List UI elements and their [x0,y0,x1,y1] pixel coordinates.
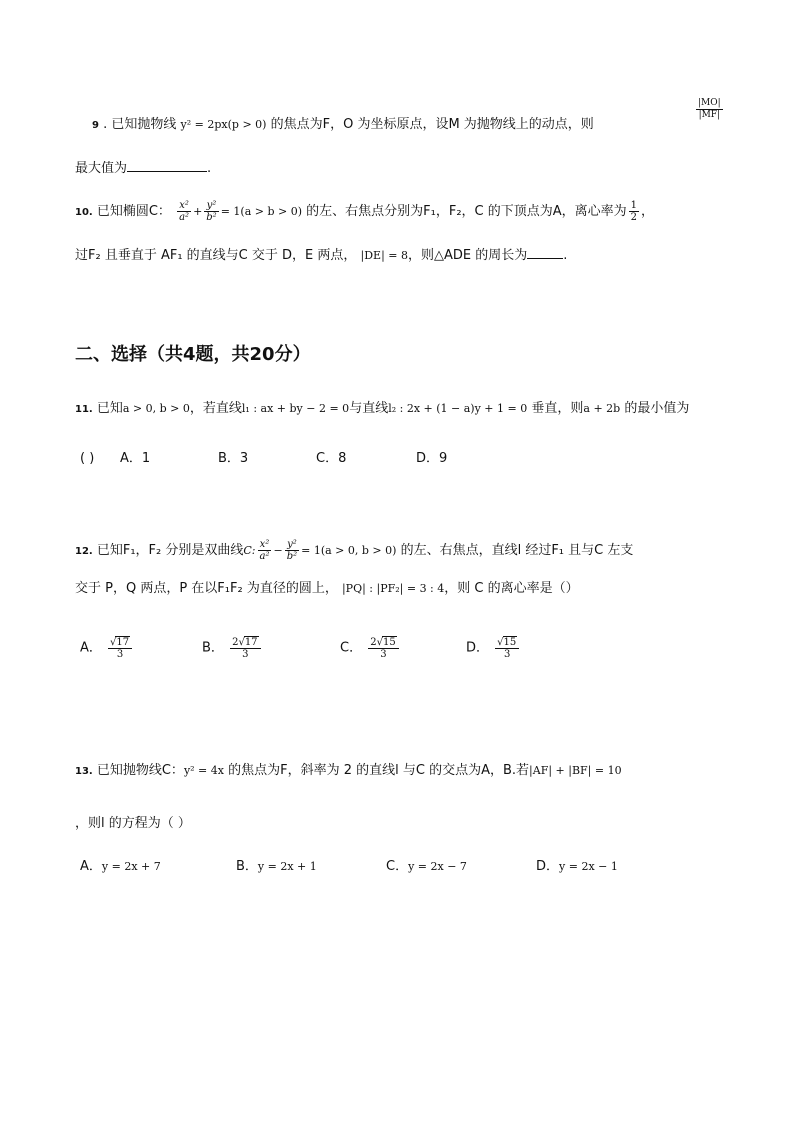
q10-plus: + [193,205,203,218]
q12-option-c-den: 3 [380,649,387,660]
q9-line2 [75,160,211,178]
q12-option-b-label: B． [202,640,224,656]
q12-line2b: ，则 C 的离心率是（） [444,581,579,596]
q11-number: 11. [75,404,93,415]
q12-number: 12. [75,546,93,557]
q12-option-b-rad: 17 [244,637,258,648]
q13-option-d-label: D． [536,859,560,874]
q11-option-d[interactable]: D．9 [416,451,448,466]
q12-option-c-rad: 15 [382,637,396,648]
q10-line1 [75,200,654,225]
q12-option-b[interactable]: B． $\frac{2√17}{3}$ [202,636,263,660]
q9-ratio-fraction [694,98,725,121]
q13-option-d-eq: y = 2x − 1 [559,860,618,873]
q11-text5: 的最小值为 [624,401,690,416]
q12-option-a-rad: 17 [116,637,130,648]
q13-number: 13. [75,766,93,777]
q9-line1 [92,116,594,135]
section-heading: 二、选择（共4题，共20分） [75,344,311,365]
q11-option-c[interactable]: C．8 [316,451,347,466]
q12-option-d-den: 3 [504,649,511,660]
q13-option-c-label: C． [386,859,409,874]
q12-text2: 的左、右焦点，直线l 经过F₁ 且与C 左支 [400,543,634,558]
q11-paren: ( ) [80,451,95,466]
q12-option-d[interactable]: D． $\frac{√15}{3}$ [466,636,521,660]
q10-text2: 的左、右焦点分别为F₁，F₂，C 的下顶点为A，离心率为 [306,204,627,219]
q13-text2: 的焦点为F，斜率为 2 的直线l 与C 的交点为A，B.若 [228,763,530,778]
q11-l2: l₂ : 2x + (1 − a)y + 1 = 0 [388,402,528,415]
q9-curve: y² = 2px [180,118,228,131]
q11-option-a[interactable]: A．1 [120,451,151,466]
q13-option-b[interactable] [236,858,317,876]
q10-e-den: 2 [630,212,638,223]
q9-cond: (p > 0) [227,118,267,131]
q12-option-d-rad: 15 [503,637,517,648]
q9-end: . [207,161,212,176]
q12-option-c-label: C． [340,640,363,656]
q10-f2-num: y² [204,200,218,212]
q12-option-a-label: A． [80,640,102,656]
q13-curve: y² = 4x [183,764,224,777]
q9-text2: 的焦点为F，O 为坐标原点，设M 为抛物线上的动点，则 [270,117,594,132]
q12-option-a-den: 3 [116,649,124,660]
q13-option-b-eq: y = 2x + 1 [257,860,317,873]
q10-line2b: ，则△ADE 的周长为 [408,248,528,263]
q12-option-c[interactable]: C． $\frac{2√15}{3}$ [340,636,401,660]
q12-option-c-coef: 2 [370,637,377,648]
q12-option-b-den: 3 [242,649,249,660]
q10-line2 [75,247,567,265]
q10-eq: = 1(a > b > 0) [220,205,303,218]
q13-option-c-eq: y = 2x − 7 [408,860,467,873]
q11-option-b[interactable]: B．3 [218,451,249,466]
q13-option-d[interactable] [536,858,618,876]
q13-option-b-label: B． [236,859,258,874]
q10-f1-num: x² [177,200,191,212]
q9-frac-num: |MO| [698,98,721,108]
q10-blank [527,258,563,259]
q11-l1: l₁ : ax + by − 2 = 0 [241,402,350,415]
q11-line1 [75,400,689,419]
q13-option-a-eq: y = 2x + 7 [101,860,161,873]
q10-f2-den: b² [206,212,217,223]
q12-ratio: |PQ| : |PF₂| = 3 : 4 [341,582,445,595]
q12-option-a[interactable]: A． $\frac{√17}{3}$ [80,636,134,660]
q12-line1 [75,538,633,565]
q13-option-a-label: A． [80,859,102,874]
q12-f1-num: x² [258,539,272,551]
q13-cond: |AF| + |BF| = 10 [529,764,622,777]
q12-minus: − [273,544,283,557]
q12-option-d-label: D． [466,640,490,656]
q12-f2-num: y² [285,539,299,551]
q12-c: C: [243,544,256,557]
q10-de: |DE| = 8 [360,249,408,262]
q12-line2 [75,580,579,598]
q13-text1: 已知抛物线C： [96,763,184,778]
q10-f1-den: a² [179,212,190,223]
q13-line2: ，则l 的方程为（ ） [75,816,191,831]
q11-text1: 已知 [96,401,123,416]
q12-f1-den: a² [259,551,270,562]
q12-text1: 已知F₁，F₂ 分别是双曲线 [96,543,244,558]
q9-blank [127,171,207,172]
q10-e-num: 1 [630,200,638,211]
q10-number: 10. [75,207,93,218]
q11-cond: a > 0, b > 0 [122,402,190,415]
q10-end: . [563,248,568,263]
q11-expr: a + 2b [583,402,621,415]
q10-line2a: 过F₂ 且垂直于 AF₁ 的直线与C 交于 D，E 两点， [75,248,357,263]
q9-text1: 已知抛物线 [111,117,177,132]
q11-text3: 与直线 [349,401,389,416]
q9-number: 9 [92,120,99,131]
q9-sep: . [103,117,108,132]
q10-comma: ， [641,204,655,219]
q13-line1 [75,762,622,781]
q10-text1: 已知椭圆C： [96,204,171,219]
q12-eq: = 1(a > 0, b > 0) [301,544,397,557]
q9-line2-text: 最大值为 [75,161,128,176]
q12-line2a: 交于 P，Q 两点，P 在以F₁F₂ 为直径的圆上， [75,581,338,596]
q12-option-b-coef: 2 [232,637,239,648]
q9-frac-den: |MF| [698,110,721,120]
q11-text4: 垂直，则 [531,401,584,416]
q11-text2: ，若直线 [189,401,242,416]
q13-option-c[interactable] [386,858,467,876]
q13-option-a[interactable] [80,858,161,876]
q12-f2-den: b² [286,551,298,562]
